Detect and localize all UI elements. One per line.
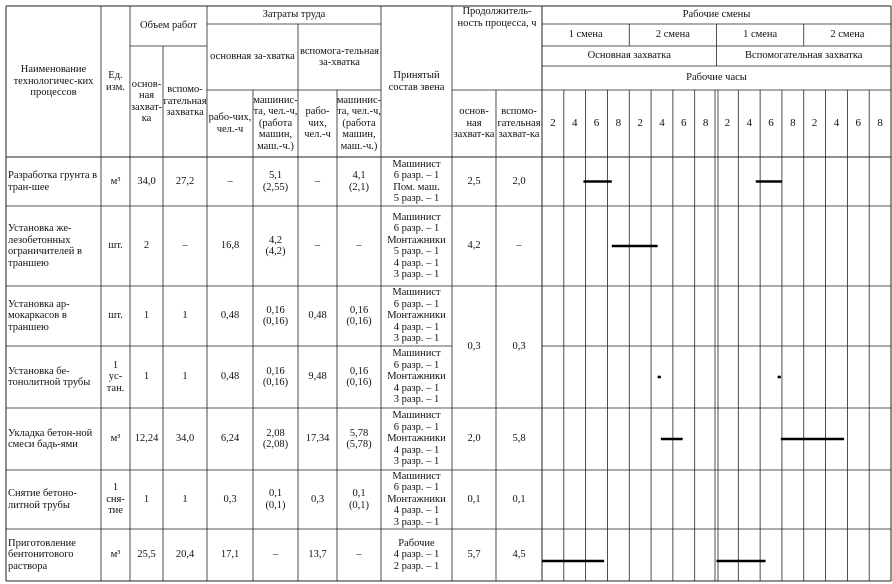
crew-cell: Машинист 6 разр. – 1 Монтажники 4 разр. – 1 3 разр. – 1	[387, 410, 446, 468]
machinists-main: 0,16 (0,16)	[262, 304, 289, 327]
volume-main: 1	[143, 493, 150, 505]
shift2-main-label: 2 смена	[655, 29, 690, 41]
hour-label: 8	[790, 116, 796, 129]
hour-label: 2	[637, 116, 643, 129]
shift2-aux-label: 2 смена	[830, 29, 865, 41]
hour-label: 8	[877, 116, 883, 129]
hour-label: 2	[811, 116, 818, 129]
workers-aux-header: рабо-чих, чел.-ч	[304, 106, 331, 141]
duration-aux-header: вспомо-гательная захват-ка	[497, 106, 541, 141]
hour-label: 4	[571, 116, 578, 129]
duration-main: 0,3	[467, 341, 481, 353]
unit-cell: 1 сня-тие	[106, 482, 125, 517]
volume-main: 12,24	[134, 433, 159, 445]
unit-cell: м³	[110, 549, 121, 561]
workers-aux: –	[314, 240, 321, 252]
machinists-main: 4,2 (4,2)	[265, 234, 286, 257]
unit-cell: м³	[110, 175, 121, 187]
workers-aux: 9,48	[308, 371, 327, 383]
machinists-main: 5,1 (2,55)	[262, 170, 289, 193]
crew-cell: Машинист 6 разр. – 1 Пом. маш. 5 разр. – 1	[392, 158, 441, 204]
duration-aux: 4,5	[512, 549, 526, 561]
hour-label: 4	[833, 116, 840, 129]
process-name-header: Наименование технологичес-ких процессов	[13, 64, 94, 99]
zone-aux-label: Вспомогательная захватка	[745, 50, 863, 62]
workers-main: 0,3	[223, 493, 237, 505]
machinists-main: 0,1 (0,1)	[265, 488, 286, 511]
duration-header: Продолжитель-ность процесса, ч	[457, 6, 537, 29]
volume-aux: 27,2	[175, 175, 195, 187]
crew-header: Принятый состав звена	[388, 70, 445, 93]
workers-aux: 13,7	[308, 549, 327, 561]
duration-aux: –	[516, 240, 522, 252]
labor-aux-header: вспомога-тельная за-хватка	[300, 45, 379, 68]
machinists-main-header: машинис-та, чел.-ч, (работа машин, маш.-ч.)	[253, 94, 298, 152]
workers-aux: 0,3	[310, 493, 325, 505]
volume-main: 1	[143, 310, 150, 322]
labor-header: Затраты труда	[262, 9, 326, 21]
volume-header: Объем работ	[140, 20, 197, 32]
hour-label: 4	[659, 116, 665, 129]
process-name: Установка бе-тонолитной трубы	[8, 365, 91, 388]
unit-cell: м³	[110, 433, 121, 445]
machinists-aux-header: машинис-та, чел.-ч, (работа машин, маш.-ч.)	[337, 94, 381, 152]
duration-aux: 0,1	[512, 493, 526, 505]
unit-cell: шт.	[108, 240, 123, 252]
hour-label: 8	[615, 116, 622, 129]
workers-aux: –	[314, 175, 321, 187]
unit-cell: шт.	[108, 310, 123, 322]
machinists-aux: –	[356, 240, 362, 252]
duration-aux: 2,0	[512, 175, 526, 187]
volume-main: 2	[143, 240, 150, 252]
workers-main: 16,8	[220, 240, 240, 252]
hour-label: 8	[702, 116, 709, 129]
duration-main: 5,7	[467, 549, 481, 561]
process-name: Снятие бетоно-литной трубы	[8, 488, 77, 511]
hour-label: 6	[681, 116, 687, 129]
machinists-main: 0,16 (0,16)	[262, 365, 289, 388]
process-name: Разработка грунта в тран-шее	[8, 170, 98, 193]
unit-header: Ед. изм.	[106, 70, 125, 93]
hours-title: Рабочие часы	[686, 72, 747, 84]
labor-main-header: основная за-хватка	[210, 51, 295, 63]
hour-label: 6	[593, 116, 600, 129]
machinists-aux: 4,1 (2,1)	[348, 170, 370, 193]
machinists-aux: 0,16 (0,16)	[346, 365, 372, 388]
crew-cell: Рабочие 4 разр. – 1 2 разр. – 1	[393, 537, 440, 572]
workers-aux: 17,34	[305, 433, 330, 445]
crew-cell: Машинист 6 разр. – 1 Монтажники 5 разр. – 1 4 разр. – 1 3 разр. – 1	[387, 211, 446, 280]
hour-label: 6	[855, 116, 862, 129]
zone-main-label: Основная захватка	[587, 50, 671, 62]
hour-label: 6	[768, 116, 774, 129]
duration-aux: 5,8	[512, 433, 526, 445]
volume-aux: 1	[182, 371, 188, 383]
workers-main: 0,48	[220, 310, 240, 322]
crew-cell: Машинист 6 разр. – 1 Монтажники 4 разр. – 1 3 разр. – 1	[387, 348, 446, 406]
volume-aux-header: вспомо-гательная захватка	[163, 84, 207, 119]
workers-main: 17,1	[220, 549, 240, 561]
unit-cell: 1 ус-тан.	[106, 359, 125, 394]
volume-main: 1	[143, 371, 150, 383]
shift1-aux-label: 1 смена	[743, 29, 778, 41]
workers-main: 0,48	[220, 371, 240, 383]
volume-main: 34,0	[137, 175, 156, 187]
volume-aux: –	[182, 240, 188, 252]
process-name: Установка же-лезобетонных ограничителей в траншею	[8, 223, 82, 269]
duration-main-header: основ-ная захват-ка	[453, 106, 495, 141]
process-name: Приготовление бентонитового раствора	[8, 537, 76, 572]
machinists-aux: 0,16 (0,16)	[346, 304, 372, 327]
process-name: Укладка бетон-ной смеси бадь-ями	[8, 427, 93, 450]
process-name: Установка ар-мокаркасов в траншею	[8, 298, 70, 333]
workers-aux: 0,48	[308, 310, 327, 322]
duration-main: 2,5	[467, 175, 481, 187]
workers-main: –	[227, 175, 233, 187]
volume-aux: 20,4	[175, 549, 195, 561]
volume-aux: 1	[182, 310, 188, 322]
machinists-aux: –	[356, 549, 362, 561]
volume-main-header: основ-ная захват-ка	[130, 78, 163, 124]
workers-main-header: рабо-чих, чел.-ч	[208, 112, 252, 135]
hour-label: 2	[550, 116, 556, 129]
machinists-aux: 5,78 (5,78)	[346, 427, 372, 450]
volume-aux: 34,0	[175, 433, 195, 445]
duration-main: 4,2	[467, 240, 481, 252]
shift1-main-label: 1 смена	[568, 29, 603, 41]
volume-main: 25,5	[137, 549, 156, 561]
hour-label: 4	[746, 116, 752, 129]
crew-cell: Машинист 6 разр. – 1 Монтажники 4 разр. – 1 3 разр. – 1	[387, 470, 446, 528]
shifts-header: Рабочие смены	[682, 9, 751, 21]
machinists-aux: 0,1 (0,1)	[348, 488, 370, 511]
crew-cell: Машинист 6 разр. – 1 Монтажники 4 разр. – 1 3 разр. – 1	[387, 287, 446, 345]
duration-main: 0,1	[467, 493, 481, 505]
workers-main: 6,24	[220, 433, 240, 445]
duration-aux: 0,3	[512, 341, 526, 353]
hour-label: 2	[724, 116, 731, 129]
machinists-main: 2,08 (2,08)	[262, 427, 289, 450]
volume-aux: 1	[182, 493, 188, 505]
duration-main: 2,0	[467, 433, 481, 445]
machinists-main: –	[272, 549, 279, 561]
